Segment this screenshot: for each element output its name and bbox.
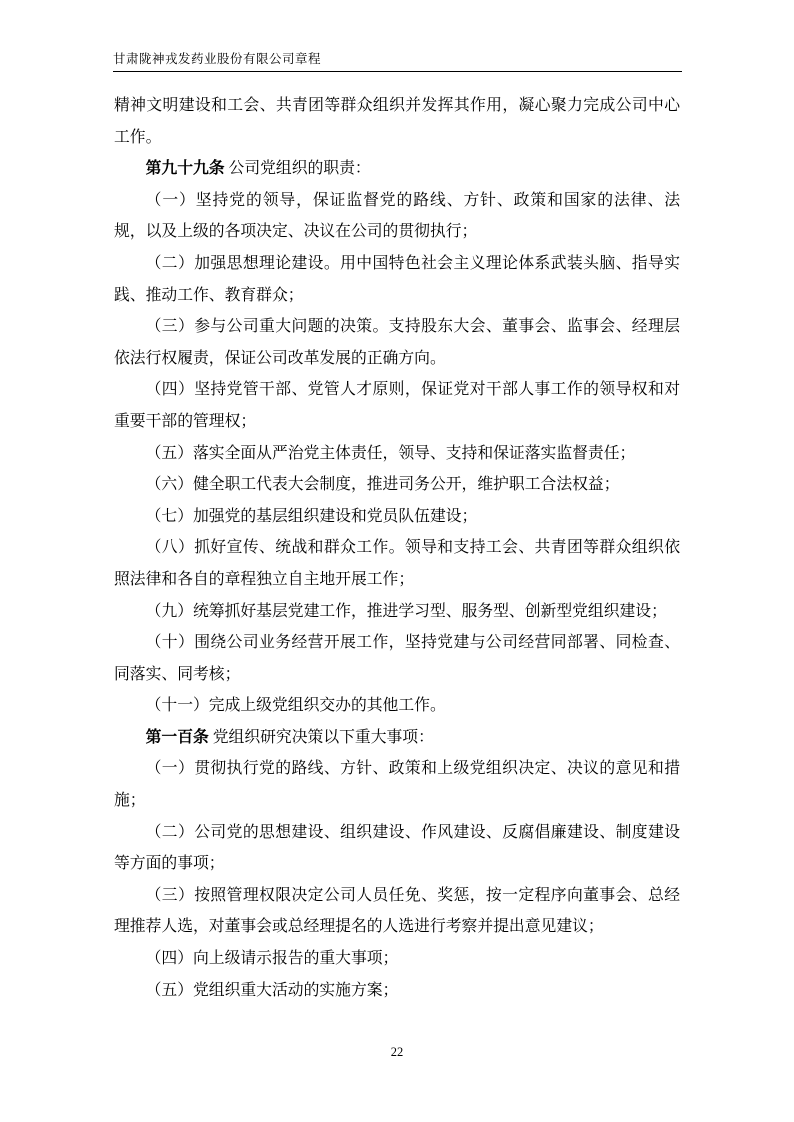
article-number: 第九十九条 [145,160,225,178]
paragraph: （十一）完成上级党组织交办的其他工作。 [145,697,446,715]
paragraph: （八）抓好宣传、统战和群众工作。领导和支持工会、共青团等群众组织依照法律和各自的章程独立自主地开展工作； [114,539,680,588]
article-heading: 第一百条 党组织研究决策以下重大事项： [145,728,434,746]
article-number: 第一百条 [145,728,209,746]
document-body [114,90,680,1006]
page-header [113,52,682,72]
paragraph: （五）落实全面从严治党主体责任，领导、支持和保证落实监督责任； [145,444,636,462]
paragraph: （十）围绕公司业务经营开展工作，坚持党建与公司经营同部署、同检查、同落实、同考核； [114,634,680,683]
paragraph: （五）党组织重大活动的实施方案； [145,981,399,999]
paragraph: （二）公司党的思想建设、组织建设、作风建设、反腐倡廉建设、制度建设等方面的事项； [114,823,680,873]
paragraph: （二）加强思想理论建设。用中国特色社会主义理论体系武装头脑、指导实践、推动工作、教育群众； [114,254,680,304]
paragraph: （九）统筹抓好基层党建工作，推进学习型、服务型、创新型党组织建设； [145,602,667,620]
paragraph: （四）向上级请示报告的重大事项； [145,950,399,968]
header-title: 甘肃陇神戎发药业股份有限公司章程 [113,52,322,66]
page-number: 22 [390,1045,404,1059]
paragraph: （一）贯彻执行党的路线、方针、政策和上级党组织决定、决议的意见和措施； [114,760,680,810]
page-footer [0,1045,794,1060]
paragraph: （六）健全职工代表大会制度，推进司务公开，维护职工合法权益； [145,476,620,494]
paragraph: （三）按照管理权限决定公司人员任免、奖惩，按一定程序向董事会、总经理推荐人选，对董事会或总经理提名的人选进行考察并提出意见建议； [114,886,680,936]
paragraph: （一）坚持党的领导，保证监督党的路线、方针、政策和国家的法律、法规，以及上级的各项决定、决议在公司的贯彻执行； [114,191,680,241]
article-heading: 第九十九条 公司党组织的职责： [145,160,371,178]
paragraph: （四）坚持党管干部、党管人才原则，保证党对干部人事工作的领导权和对重要干部的管理权； [114,381,680,430]
paragraph: （七）加强党的基层组织建设和党员队伍建设； [145,507,478,525]
paragraph: 精神文明建设和工会、共青团等群众组织并发挥其作用，凝心聚力完成公司中心工作。 [114,97,680,146]
paragraph: （三）参与公司重大问题的决策。支持股东大会、董事会、监事会、经理层依法行权履责，保证公司改革发展的正确方向。 [114,318,680,367]
